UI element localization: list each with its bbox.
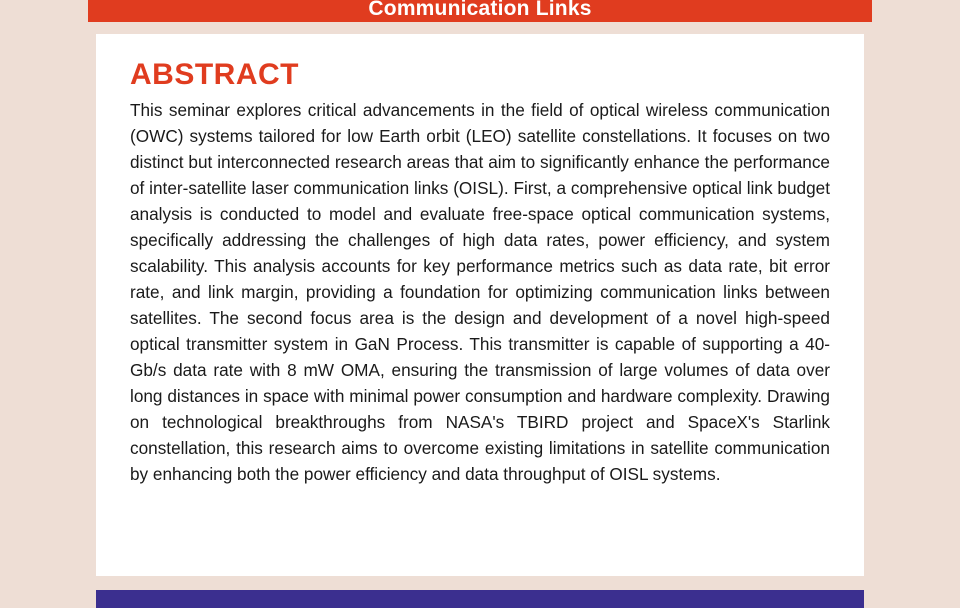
- title-banner: [88, 0, 872, 22]
- right-margin: [872, 0, 960, 600]
- abstract-card: [96, 34, 864, 576]
- poster-title: Communication Links: [368, 0, 592, 20]
- abstract-heading: ABSTRACT: [130, 58, 299, 91]
- abstract-body-text: This seminar explores critical advancements in the field of optical wireless communication (OWC) systems tailored for low Earth orbit (LEO) satellite constellations. It focuses on two distinct but interconnected research areas that aim to significantly enhance the performance of inter-satellite laser communication links (OISL). First, a comprehensive optical link budget analysis is conducted to model and evaluate free-space optical communication systems, specifically addressing the challenges of high data rates, power efficiency, and system scalability. This analysis accounts for key performance metrics such as data rate, bit error rate, and link margin, providing a foundation for optimizing communication links between satellites. The second focus area is the design and development of a novel high-speed optical transmitter system in GaN Process. This transmitter is capable of supporting a 40-Gb/s data rate with 8 mW OMA, ensuring the transmission of large volumes of data over long distances in space with minimal power consumption and hardware complexity. Drawing on technological breakthroughs from NASA's TBIRD project and SpaceX's Starlink constellation, this research aims to overcome existing limitations in satellite communication by enhancing both the power efficiency and data throughput of OISL systems.: [130, 100, 830, 484]
- left-margin: [0, 0, 88, 600]
- bottom-section-bar: [96, 590, 864, 608]
